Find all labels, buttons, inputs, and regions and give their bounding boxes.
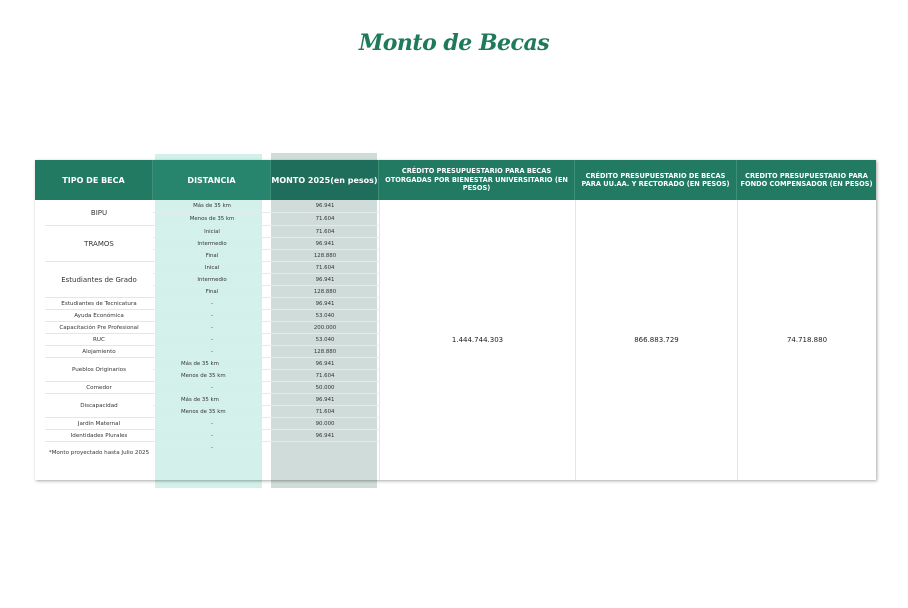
monto-cell: 71.604 [271, 213, 379, 226]
monto-cell: 96.941 [271, 358, 379, 370]
monto-cell: 71.604 [271, 406, 379, 418]
distancia-cell: Más de 35 km [153, 200, 271, 213]
monto-cell: 200.000 [271, 322, 379, 334]
page-title: Monto de Becas [358, 30, 550, 56]
becas-table [35, 160, 876, 480]
tipo-cell: Estudiantes de Grado [45, 262, 153, 298]
total-credito-fondo: 74.718.880 [737, 200, 876, 480]
header-credito-bienestar: CRÉDITO PRESUPUESTARIO PARA BECAS OTORGADAS POR BIENESTAR UNIVERSITARIO (EN PESOS) [379, 160, 575, 200]
tipo-cell: RUC [45, 334, 153, 346]
tipo-cell: TRAMOS [45, 226, 153, 262]
distancia-cell: - [153, 382, 271, 394]
tipo-cell: Ayuda Económica [45, 310, 153, 322]
distancia-cell: Final [153, 286, 271, 298]
distancia-cell: - [153, 418, 271, 430]
total-credito-uuaa: 866.883.729 [575, 200, 737, 480]
distancia-cell: Menos de 35 km [153, 406, 271, 418]
monto-cell: 53.040 [271, 310, 379, 322]
distancia-cell: Menos de 35 km [153, 213, 271, 226]
distancia-cell: - [153, 430, 271, 442]
distancia-cell: - [153, 310, 271, 322]
monto-cell: 96.941 [271, 394, 379, 406]
monto-cell: 71.604 [271, 370, 379, 382]
monto-cell: 128.880 [271, 346, 379, 358]
monto-cell [271, 442, 379, 454]
distancia-cell: Más de 35 km [153, 358, 271, 370]
distancia-cell: - [153, 322, 271, 334]
distancia-cell: - [153, 346, 271, 358]
monto-cell: 96.941 [271, 274, 379, 286]
monto-cell: 96.941 [271, 238, 379, 250]
monto-cell: 53.040 [271, 334, 379, 346]
monto-cell: 50.000 [271, 382, 379, 394]
detail-columns [35, 200, 379, 480]
tipo-cell: Discapacidad [45, 394, 153, 418]
monto-cell: 128.880 [271, 286, 379, 298]
monto-cell: 96.941 [271, 298, 379, 310]
tipo-cell: Comedor [45, 382, 153, 394]
distancia-cell: - [153, 334, 271, 346]
distancia-cell: - [211, 445, 213, 451]
tipo-cell: Capacitación Pre Profesional [45, 322, 153, 334]
header-credito-fondo: CREDITO PRESUPUESTARIO PARA FONDO COMPENSADOR (EN PESOS) [740, 171, 873, 188]
distancia-cell: - [153, 298, 271, 310]
monto-cell: 71.604 [271, 262, 379, 274]
distancia-cell: Menos de 35 km [153, 370, 271, 382]
monto-cell: 71.604 [271, 226, 379, 238]
tipo-cell: Pueblos Originarios [45, 358, 153, 382]
tipo-cell: Alojamiento [45, 346, 153, 358]
monto-cell: 90.000 [271, 418, 379, 430]
tipo-cell: Identidades Plurales [45, 430, 153, 442]
header-tipo: TIPO DE BECA [35, 160, 153, 200]
distancia-cell: Inicial [153, 226, 271, 238]
total-credito-bienestar: 1.444.744.303 [379, 200, 575, 480]
monto-cell: 128.880 [271, 250, 379, 262]
tipo-cell: BIPU [45, 200, 153, 226]
header-distancia: DISTANCIA [153, 160, 271, 200]
header-credito-uuaa: CRÉDITO PRESUPUESTARIO DE BECAS PARA UU.AA. Y RECTORADO (EN PESOS) [575, 160, 737, 200]
distancia-cell: Inical [153, 262, 271, 274]
tipo-cell: Estudiantes de Tecnicatura [45, 298, 153, 310]
distancia-cell: Intermedio [153, 274, 271, 286]
distancia-cell: Más de 35 km [153, 394, 271, 406]
tipo-cell: Jardín Maternal [45, 418, 153, 430]
header-monto: MONTO 2025(en pesos) [271, 160, 379, 200]
table-body [35, 200, 876, 480]
distancia-cell: Intermedio [153, 238, 271, 250]
table-header [35, 160, 876, 200]
monto-cell: 96.941 [271, 430, 379, 442]
monto-cell: 96.941 [271, 200, 379, 213]
distancia-cell: Final [153, 250, 271, 262]
tipo-cell: *Monto proyectado hasta Julio 2025 [48, 450, 150, 456]
